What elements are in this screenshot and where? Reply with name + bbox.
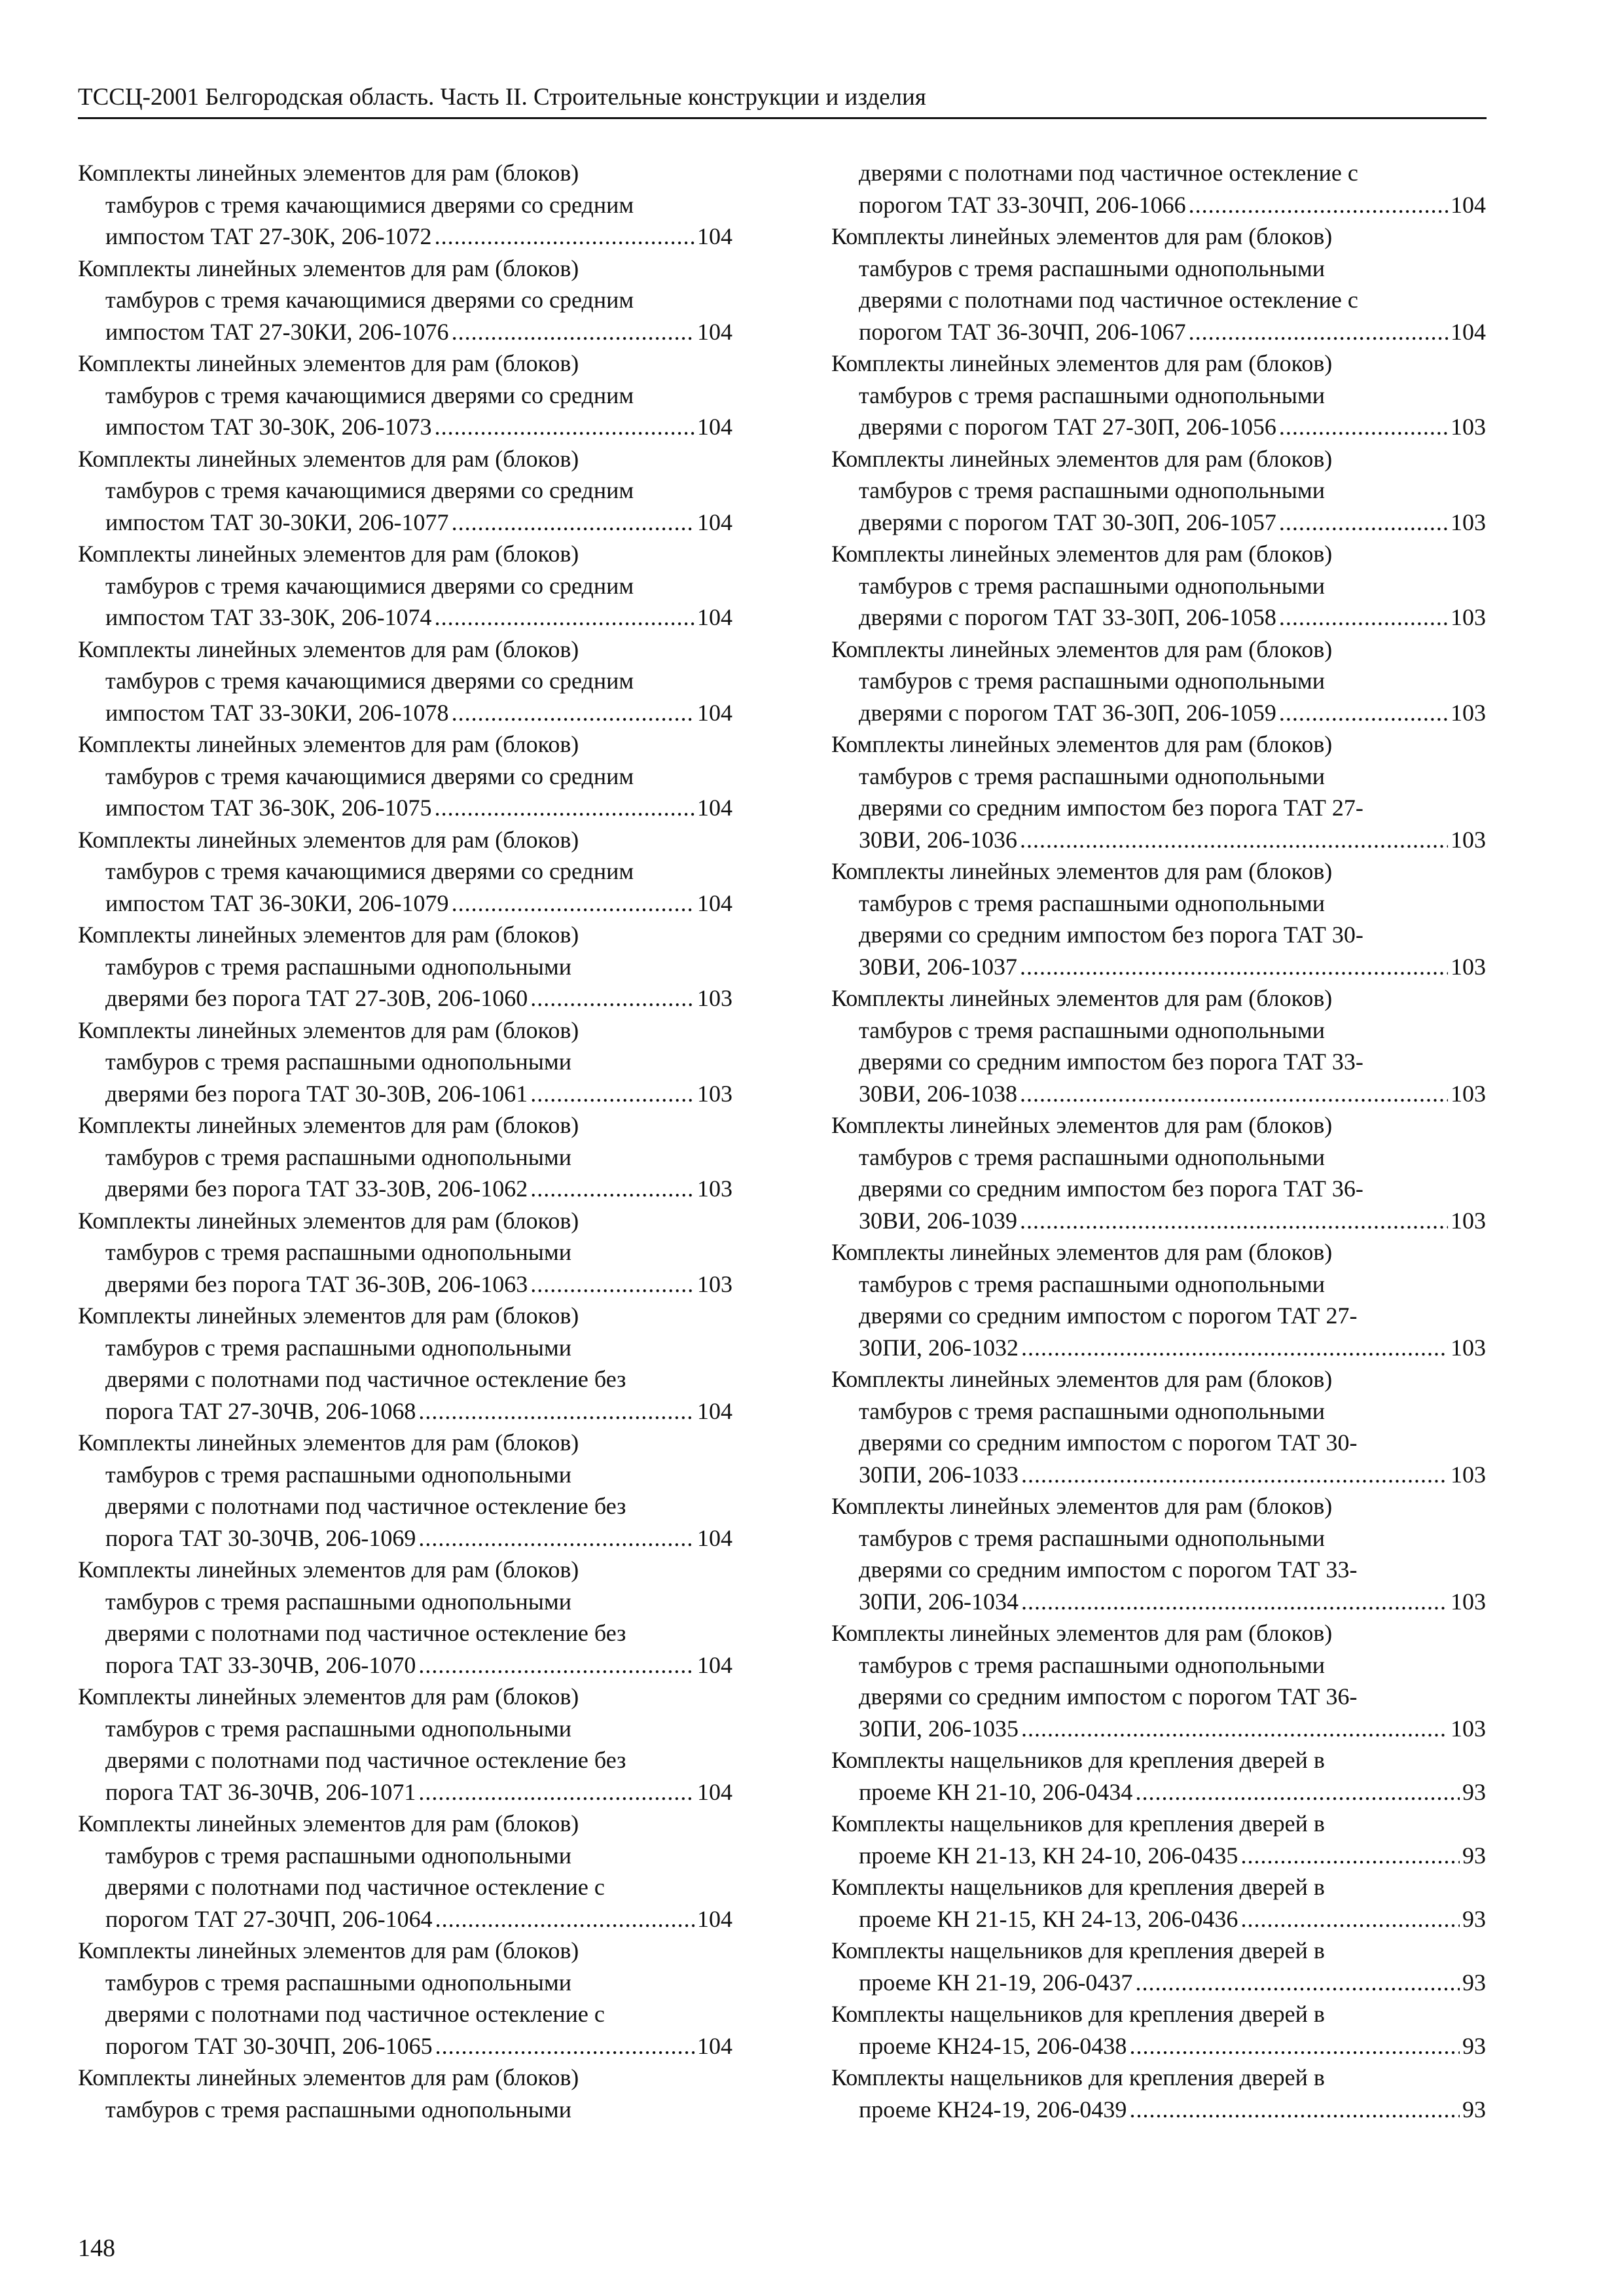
index-entry [831, 634, 1486, 729]
dot-leader [435, 411, 695, 443]
index-entry-last-line [78, 1173, 732, 1205]
index-entry-last-line [831, 1776, 1486, 1808]
dot-leader [1135, 1967, 1460, 1999]
index-entry-text: тамбуров с тремя распашными однопольными [859, 477, 1325, 503]
index-entry-text: проеме КН 21-10, 206-0434 [859, 1778, 1133, 1805]
index-entry-last-line [78, 1395, 732, 1427]
index-entry-text: 30ВИ, 206-1036 [859, 826, 1017, 853]
dot-leader [1135, 1776, 1460, 1808]
index-entry-page: 93 [1462, 1842, 1486, 1869]
index-entry-text: тамбуров с тремя качающимися дверями со средним [105, 668, 634, 694]
index-entry-page: 103 [1451, 1080, 1486, 1107]
index-entry [78, 1681, 732, 1808]
index-entry-text: 30ПИ, 206-1034 [859, 1588, 1019, 1615]
index-entry [78, 1300, 732, 1427]
index-entry-text: дверями со средним импостом без порога ТАТ 30- [859, 922, 1363, 948]
index-entry-text: тамбуров с тремя качающимися дверями со средним [105, 477, 634, 503]
index-entry-text: Комплекты линейных элементов для рам (блоков) [831, 1620, 1333, 1646]
index-entry-last-line [78, 1268, 732, 1300]
index-entry-page: 103 [1451, 826, 1486, 853]
index-entry-last-line [831, 1840, 1486, 1872]
index-entry-text: Комплекты линейных элементов для рам (блоков) [78, 636, 579, 662]
index-entry [831, 1617, 1486, 1744]
dot-leader [1021, 1713, 1448, 1745]
index-entry-page: 104 [697, 318, 732, 345]
index-entry-text: тамбуров с тремя распашными однопольными [105, 1969, 571, 1996]
header-rule [78, 117, 1487, 119]
index-entry-text: Комплекты линейных элементов для рам (блоков) [831, 1112, 1333, 1138]
index-entry-text: тамбуров с тремя распашными однопольными [859, 572, 1325, 599]
index-entry-text: тамбуров с тремя распашными однопольными [859, 1524, 1325, 1551]
index-entry [78, 2062, 732, 2125]
index-entry-text: Комплекты нащельников для крепления дверей в [831, 1810, 1325, 1837]
index-entry-text: порогом ТАТ 27-30ЧП, 206-1064 [105, 1905, 433, 1932]
index-entry-text: Комплекты линейных элементов для рам (блоков) [831, 858, 1333, 884]
index-entry-page: 104 [697, 2032, 732, 2059]
index-entry-text: тамбуров с тремя распашными однопольными [859, 1651, 1325, 1678]
running-header: ТССЦ-2001 Белгородская область. Часть II. Строительные конструкции и изделия [78, 84, 926, 111]
index-entry-text: Комплекты линейных элементов для рам (блоков) [78, 1937, 579, 1964]
index-entry-text: дверями со средним импостом без порога ТАТ 36- [859, 1175, 1363, 1202]
index-entry-last-line [78, 792, 732, 824]
index-entry [78, 634, 732, 729]
index-entry-text: дверями со средним импостом без порога ТАТ 33- [859, 1049, 1363, 1075]
dot-leader [530, 1078, 695, 1110]
index-entry-last-line [831, 2094, 1486, 2126]
index-entry-text: Комплекты линейных элементов для рам (блоков) [78, 1112, 579, 1138]
index-entry-text: импостом ТАТ 30-30К, 206-1073 [105, 414, 432, 440]
index-entry [831, 348, 1486, 443]
index-entry-text: тамбуров с тремя качающимися дверями со средним [105, 191, 634, 218]
index-entry-text: импостом ТАТ 36-30К, 206-1075 [105, 795, 432, 821]
index-entry [831, 1109, 1486, 1236]
index-entry [831, 157, 1486, 221]
index-entry-text: тамбуров с тремя распашными однопольными [859, 255, 1325, 281]
dot-leader [1279, 507, 1448, 539]
index-entry-page: 93 [1462, 1778, 1486, 1805]
index-entry [78, 348, 732, 443]
index-entry-last-line [78, 1903, 732, 1935]
index-entry [831, 1935, 1486, 1998]
dot-leader [530, 1268, 695, 1300]
index-entry-text: Комплекты линейных элементов для рам (блоков) [831, 445, 1333, 472]
index-entry-text: 30ПИ, 206-1035 [859, 1715, 1019, 1742]
dot-leader [1279, 697, 1448, 729]
index-entry-last-line [78, 1078, 732, 1110]
index-entry-text: тамбуров с тремя распашными однопольными [859, 668, 1325, 694]
index-entry-page: 104 [697, 414, 732, 440]
index-entry-text: тамбуров с тремя распашными однопольными [859, 1397, 1325, 1424]
index-entry [831, 538, 1486, 634]
index-entry-text: импостом ТАТ 27-30КИ, 206-1076 [105, 318, 449, 345]
dot-leader [530, 982, 695, 1014]
index-entry [831, 982, 1486, 1109]
index-entry [78, 1109, 732, 1205]
index-entry-text: порога ТАТ 33-30ЧВ, 206-1070 [105, 1651, 416, 1678]
index-entry-page: 103 [1451, 1207, 1486, 1234]
index-entry-text: дверями со средним импостом без порога ТАТ 27- [859, 795, 1363, 821]
dot-leader [452, 316, 695, 348]
index-entry-last-line [831, 189, 1486, 221]
index-entry-page: 104 [697, 1905, 732, 1932]
index-entry [831, 1490, 1486, 1617]
index-entry-page: 104 [697, 1778, 732, 1805]
dot-leader [1189, 316, 1448, 348]
index-entry-page: 103 [1451, 414, 1486, 440]
index-entry-page: 104 [697, 509, 732, 535]
index-entry-text: импостом ТАТ 30-30КИ, 206-1077 [105, 509, 449, 535]
index-entry-text: Комплекты линейных элементов для рам (блоков) [78, 160, 579, 186]
index-entry-page: 103 [1451, 1461, 1486, 1488]
index-entry-text: Комплекты линейных элементов для рам (блоков) [78, 2064, 579, 2090]
index-entry-last-line [831, 1713, 1486, 1745]
index-entry [78, 1808, 732, 1935]
index-entry-page: 93 [1462, 1969, 1486, 1996]
index-entry-text: тамбуров с тремя распашными однопольными [859, 1143, 1325, 1170]
index-entry-text: Комплекты нащельников для крепления дверей в [831, 1874, 1325, 1900]
index-entry-text: импостом ТАТ 36-30КИ, 206-1079 [105, 889, 449, 916]
index-entry-last-line [78, 601, 732, 634]
index-entry-text: тамбуров с тремя распашными однопольными [105, 1461, 571, 1488]
index-entry-text: дверями со средним импостом с порогом ТАТ 30- [859, 1429, 1358, 1456]
index-entry-last-line [831, 1205, 1486, 1237]
index-entry-last-line [78, 316, 732, 348]
index-column-left [78, 157, 732, 2125]
index-entry-text: проеме КН24-19, 206-0439 [859, 2096, 1127, 2123]
index-entry-last-line [78, 1776, 732, 1808]
index-entry-text: тамбуров с тремя распашными однопольными [105, 1334, 571, 1361]
index-entry-text: Комплекты линейных элементов для рам (блоков) [78, 1207, 579, 1234]
index-entry-page: 93 [1462, 2032, 1486, 2059]
index-entry-text: Комплекты линейных элементов для рам (блоков) [831, 985, 1333, 1011]
index-entry-text: проеме КН 21-13, КН 24-10, 206-0435 [859, 1842, 1238, 1869]
dot-leader [1021, 1586, 1448, 1618]
dot-leader [1129, 2030, 1460, 2062]
index-entry-last-line [831, 2030, 1486, 2062]
dot-leader [1240, 1840, 1460, 1872]
index-entry-page: 93 [1462, 2096, 1486, 2123]
index-entry-text: тамбуров с тремя качающимися дверями со средним [105, 572, 634, 599]
index-entry-text: дверями с порогом ТАТ 30-30П, 206-1057 [859, 509, 1276, 535]
index-entry-last-line [831, 507, 1486, 539]
index-entry-text: проеме КН 21-19, 206-0437 [859, 1969, 1133, 1996]
index-entry-page: 93 [1462, 1905, 1486, 1932]
index-entry-text: дверями без порога ТАТ 33-30В, 206-1062 [105, 1175, 528, 1202]
index-entry-text: тамбуров с тремя распашными однопольными [859, 762, 1325, 789]
dot-leader [1021, 1332, 1448, 1364]
index-entry-last-line [831, 1586, 1486, 1618]
dot-leader [452, 888, 695, 920]
index-entry-text: Комплекты линейных элементов для рам (блоков) [831, 350, 1333, 376]
index-entry-text: Комплекты линейных элементов для рам (блоков) [78, 1683, 579, 1710]
index-entry-text: дверями с порогом ТАТ 36-30П, 206-1059 [859, 699, 1276, 726]
dot-leader [418, 1395, 695, 1427]
index-entry [78, 728, 732, 824]
index-entry [78, 1554, 732, 1681]
index-entry-text: дверями со средним импостом с порогом ТАТ 33- [859, 1556, 1358, 1583]
index-entry-text: Комплекты линейных элементов для рам (блоков) [78, 1302, 579, 1329]
index-entry [831, 1808, 1486, 1871]
dot-leader [1020, 824, 1448, 856]
index-entry-text: тамбуров с тремя распашными однопольными [105, 953, 571, 980]
index-entry-text: тамбуров с тремя распашными однопольными [859, 382, 1325, 408]
index-entry-text: дверями с полотнами под частичное остекление с [859, 160, 1358, 186]
index-entry-text: Комплекты нащельников для крепления дверей в [831, 2064, 1325, 2090]
index-entry-text: 30ВИ, 206-1039 [859, 1207, 1017, 1234]
index-entry-last-line [831, 316, 1486, 348]
index-entry-page: 104 [697, 1397, 732, 1424]
index-entry-text: Комплекты линейных элементов для рам (блоков) [831, 541, 1333, 567]
dot-leader [452, 507, 695, 539]
index-entry-text: Комплекты линейных элементов для рам (блоков) [78, 1016, 579, 1043]
index-entry-text: Комплекты линейных элементов для рам (блоков) [78, 350, 579, 376]
index-entry-text: тамбуров с тремя качающимися дверями со средним [105, 762, 634, 789]
index-entry-text: дверями с полотнами под частичное остекление без [105, 1366, 626, 1392]
index-entry [831, 1998, 1486, 2062]
index-entry-text: тамбуров с тремя распашными однопольными [105, 1049, 571, 1075]
index-entry-text: Комплекты линейных элементов для рам (блоков) [78, 255, 579, 281]
index-entry-page: 103 [697, 1270, 732, 1297]
index-entry-text: Комплекты линейных элементов для рам (блоков) [831, 1493, 1333, 1519]
index-entry-text: тамбуров с тремя распашными однопольными [105, 1715, 571, 1742]
index-entry-text: 30ПИ, 206-1033 [859, 1461, 1019, 1488]
index-entry-page: 103 [697, 985, 732, 1011]
index-entry-last-line [78, 982, 732, 1014]
dot-leader [435, 601, 695, 634]
index-entry [831, 1744, 1486, 1808]
index-entry-text: порога ТАТ 36-30ЧВ, 206-1071 [105, 1778, 416, 1805]
dot-leader [435, 221, 695, 253]
dot-leader [1020, 1078, 1448, 1110]
index-entry-text: тамбуров с тремя распашными однопольными [105, 1143, 571, 1170]
index-entry-text: Комплекты нащельников для крепления дверей в [831, 1937, 1325, 1964]
index-entry-text: тамбуров с тремя распашными однопольными [105, 1842, 571, 1869]
index-entry-page: 103 [1451, 1334, 1486, 1361]
index-entry-text: тамбуров с тремя качающимися дверями со средним [105, 287, 634, 313]
index-entry [78, 919, 732, 1014]
dot-leader [418, 1649, 695, 1681]
index-entry [831, 443, 1486, 539]
dot-leader [1021, 1459, 1448, 1491]
index-entry-text: дверями с порогом ТАТ 27-30П, 206-1056 [859, 414, 1276, 440]
index-entry-text: тамбуров с тремя распашными однопольными [105, 1239, 571, 1265]
index-entry-text: импостом ТАТ 27-30К, 206-1072 [105, 223, 432, 249]
dot-leader [1020, 951, 1448, 983]
dot-leader [1189, 189, 1448, 221]
index-entry-last-line [831, 1903, 1486, 1935]
index-entry-last-line [78, 697, 732, 729]
index-entry [78, 1427, 732, 1554]
index-entry [78, 1014, 732, 1110]
index-entry-text: дверями с полотнами под частичное остекление с [105, 1874, 605, 1900]
index-entry-text: дверями без порога ТАТ 30-30В, 206-1061 [105, 1080, 528, 1107]
index-entry [831, 1871, 1486, 1935]
index-entry-text: дверями без порога ТАТ 36-30В, 206-1063 [105, 1270, 528, 1297]
index-entry [78, 1205, 732, 1300]
dot-leader [418, 1522, 695, 1554]
index-entry-page: 104 [697, 889, 732, 916]
dot-leader [418, 1776, 695, 1808]
index-entry-last-line [831, 824, 1486, 856]
index-entry [831, 1363, 1486, 1490]
index-entry-text: дверями с полотнами под частичное остекление с [859, 287, 1358, 313]
index-entry-page: 103 [697, 1080, 732, 1107]
index-entry-text: дверями с полотнами под частичное остекление без [105, 1493, 626, 1519]
index-entry-text: импостом ТАТ 33-30К, 206-1074 [105, 604, 432, 630]
index-entry-last-line [78, 888, 732, 920]
dot-leader [1240, 1903, 1460, 1935]
index-entry-page: 103 [1451, 509, 1486, 535]
index-entry-last-line [831, 1332, 1486, 1364]
index-entry [78, 824, 732, 920]
index-entry [78, 443, 732, 539]
index-entry-last-line [78, 2030, 732, 2062]
index-entry-page: 103 [1451, 1715, 1486, 1742]
index-entry [78, 253, 732, 348]
page-number: 148 [78, 2234, 115, 2262]
index-entry-text: тамбуров с тремя качающимися дверями со средним [105, 382, 634, 408]
dot-leader [435, 1903, 695, 1935]
index-entry-text: дверями без порога ТАТ 27-30В, 206-1060 [105, 985, 528, 1011]
index-entry-last-line [831, 1078, 1486, 1110]
index-entry-text: проеме КН 21-15, КН 24-13, 206-0436 [859, 1905, 1238, 1932]
index-entry-text: дверями с полотнами под частичное остекление без [105, 1620, 626, 1646]
index-entry [831, 728, 1486, 855]
index-entry-text: проеме КН24-15, 206-0438 [859, 2032, 1127, 2059]
index-entry-page: 104 [697, 223, 732, 249]
index-entry-text: Комплекты линейных элементов для рам (блоков) [831, 1239, 1333, 1265]
index-entry-last-line [831, 1967, 1486, 1999]
index-entry-text: порогом ТАТ 30-30ЧП, 206-1065 [105, 2032, 433, 2059]
index-entry-text: дверями с полотнами под частичное остекление без [105, 1747, 626, 1773]
index-entry-page: 103 [1451, 1588, 1486, 1615]
index-entry-text: 30ПИ, 206-1032 [859, 1334, 1019, 1361]
index-entry-text: Комплекты линейных элементов для рам (блоков) [78, 826, 579, 853]
index-entry-text: тамбуров с тремя распашными однопольными [105, 1588, 571, 1615]
index-entry-text: Комплекты линейных элементов для рам (блоков) [78, 541, 579, 567]
index-entry-text: тамбуров с тремя распашными однопольными [859, 1016, 1325, 1043]
index-entry [78, 538, 732, 634]
index-entry-text: импостом ТАТ 33-30КИ, 206-1078 [105, 699, 449, 726]
index-column-right [831, 157, 1486, 2125]
index-entry-text: тамбуров с тремя распашными однопольными [105, 2096, 571, 2123]
index-entry-text: порогом ТАТ 33-30ЧП, 206-1066 [859, 191, 1186, 218]
index-entry-text: дверями с порогом ТАТ 33-30П, 206-1058 [859, 604, 1276, 630]
index-entry-text: 30ВИ, 206-1038 [859, 1080, 1017, 1107]
index-entry-last-line [78, 1522, 732, 1554]
dot-leader [1279, 411, 1448, 443]
index-entry-last-line [831, 951, 1486, 983]
index-entry-text: дверями со средним импостом с порогом ТАТ 36- [859, 1683, 1358, 1710]
index-entry-last-line [78, 221, 732, 253]
index-entry [831, 855, 1486, 982]
index-entry-text: дверями со средним импостом с порогом ТАТ 27- [859, 1302, 1358, 1329]
index-entry-text: Комплекты линейных элементов для рам (блоков) [78, 731, 579, 757]
index-entry-text: Комплекты линейных элементов для рам (блоков) [831, 223, 1333, 249]
index-entry-page: 104 [697, 1524, 732, 1551]
index-entry-page: 103 [1451, 953, 1486, 980]
index-entry-text: Комплекты линейных элементов для рам (блоков) [78, 1429, 579, 1456]
index-entry-text: Комплекты нащельников для крепления дверей в [831, 2001, 1325, 2027]
index-entry [831, 221, 1486, 348]
dot-leader [530, 1173, 695, 1205]
index-entry-page: 104 [1451, 318, 1486, 345]
index-entry-text: тамбуров с тремя распашными однопольными [859, 889, 1325, 916]
index-entry-page: 103 [1451, 699, 1486, 726]
index-entry-last-line [78, 1649, 732, 1681]
index-entry-page: 103 [697, 1175, 732, 1202]
index-entry-page: 104 [697, 604, 732, 630]
index-entry-text: Комплекты нащельников для крепления дверей в [831, 1747, 1325, 1773]
index-entry-last-line [831, 1459, 1486, 1491]
index-entry [831, 1236, 1486, 1363]
index-entry-text: Комплекты линейных элементов для рам (блоков) [831, 636, 1333, 662]
dot-leader [435, 792, 695, 824]
index-entry [78, 157, 732, 253]
index-entry-text: Комплекты линейных элементов для рам (блоков) [78, 1810, 579, 1837]
index-entry-last-line [831, 697, 1486, 729]
dot-leader [452, 697, 695, 729]
index-entry-text: Комплекты линейных элементов для рам (блоков) [78, 1556, 579, 1583]
index-entry-last-line [78, 411, 732, 443]
index-entry-text: Комплекты линейных элементов для рам (блоков) [831, 1366, 1333, 1392]
index-entry-page: 104 [697, 795, 732, 821]
index-entry-last-line [831, 601, 1486, 634]
dot-leader [1129, 2094, 1460, 2126]
index-entry-text: тамбуров с тремя качающимися дверями со средним [105, 858, 634, 884]
index-entry-text: дверями с полотнами под частичное остекление с [105, 2001, 605, 2027]
index-entry-text: порога ТАТ 30-30ЧВ, 206-1069 [105, 1524, 416, 1551]
dot-leader [1279, 601, 1448, 634]
index-entry-page: 103 [1451, 604, 1486, 630]
index-entry-text: порога ТАТ 27-30ЧВ, 206-1068 [105, 1397, 416, 1424]
index-entry-text: Комплекты линейных элементов для рам (блоков) [78, 445, 579, 472]
index-entry-text: Комплекты линейных элементов для рам (блоков) [78, 922, 579, 948]
index-entry-page: 104 [697, 1651, 732, 1678]
index-entry-text: 30ВИ, 206-1037 [859, 953, 1017, 980]
index-entry-last-line [78, 507, 732, 539]
index-entry-text: Комплекты линейных элементов для рам (блоков) [831, 731, 1333, 757]
index-entry-text: тамбуров с тремя распашными однопольными [859, 1270, 1325, 1297]
index-entry-page: 104 [1451, 191, 1486, 218]
index-entry-page: 104 [697, 699, 732, 726]
index-entry-text: порогом ТАТ 36-30ЧП, 206-1067 [859, 318, 1186, 345]
index-entry-last-line [831, 411, 1486, 443]
index-entry [78, 1935, 732, 2062]
dot-leader [1020, 1205, 1448, 1237]
dot-leader [435, 2030, 695, 2062]
index-entry [831, 2062, 1486, 2125]
